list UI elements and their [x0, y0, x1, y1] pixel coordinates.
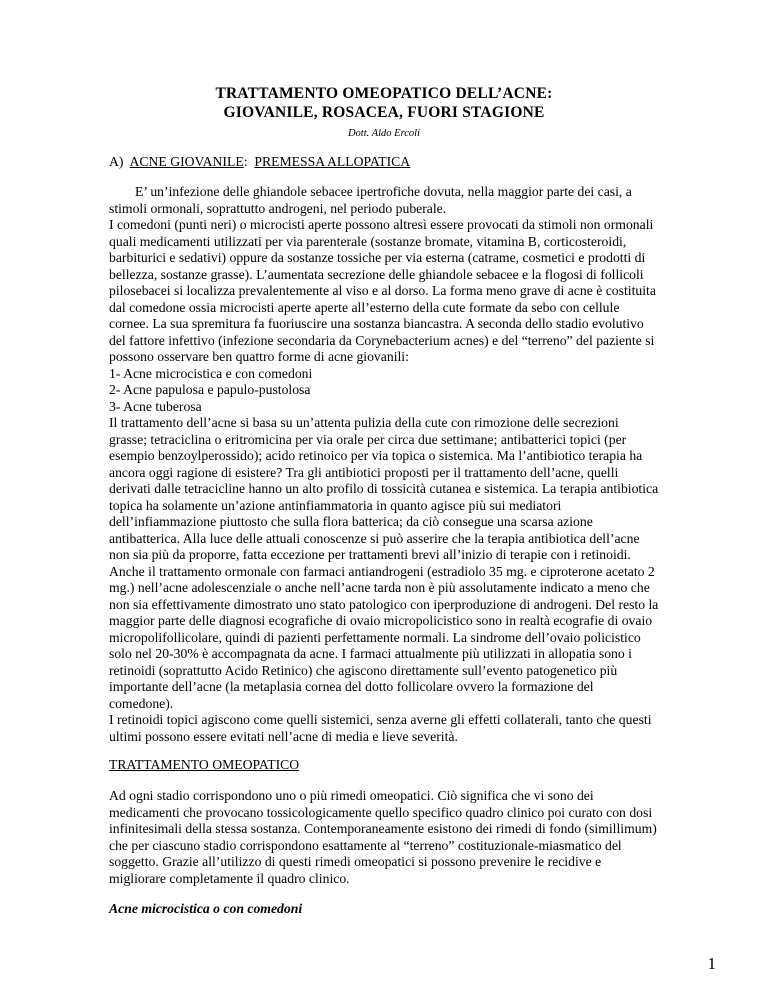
- text-line: maggior parte delle diagnosi ecografiche di ovaio micropolicistico sono in realtà ecografie di ovaio: [109, 613, 653, 628]
- text-line: cornee. La sua spremitura fa fuoriuscire una sostanza biancastra. A seconda dello stadio evolutivo: [109, 316, 644, 331]
- text-line: bellezza, sostanze grasse). L’aumentata secrezione delle ghiandole sebacee e la flogosi di follicoli: [109, 266, 644, 282]
- text-line: solo nel 20-30% è accompagnata da acne. I farmaci attualmente più utilizzati in allopatia sono i: [109, 646, 632, 661]
- text-line: non sia più da proporre, fatta eccezione per trattamenti brevi all’inizio di terapie con i retinoidi.: [109, 547, 631, 562]
- text-line: pilosebacei si localizza prevalentemente al viso e al dorso. La forma meno grave di acne è costituita: [109, 283, 656, 298]
- section-a-heading: [109, 153, 410, 171]
- text-line: Anche il trattamento ormonale con farmaci antiandrogeni (estradiolo 35 mg. e ciproterone acetato 2: [109, 563, 655, 579]
- text-line: medicamenti che provocano tossicologicamente quello specifico quadro clinico poi curato con dosi: [109, 804, 653, 820]
- text-line: soggetto. Grazie all’utilizzo di questi rimedi omeopatici si possono prevenire le recidive e: [109, 854, 602, 869]
- document-title-line-2: GIOVANILE, ROSACEA, FUORI STAGIONE: [223, 104, 545, 121]
- section-a-separator: :: [243, 154, 255, 169]
- text-line: 2- Acne papulosa e papulo-pustolosa: [109, 382, 311, 397]
- section-a-subtitle: PREMESSA ALLOPATICA: [254, 154, 411, 169]
- text-line: che per ciascuno stadio corrispondono esattamente al “terreno” costituzionale-miasmatico del: [109, 837, 622, 853]
- text-line: I comedoni (punti neri) o microcisti aperte possono altresì essere provocati da stimoli non ormonali: [109, 217, 654, 232]
- text-line: Ad ogni stadio corrispondono uno o più rimedi omeopatici. Ciò significa che vi sono dei: [109, 788, 594, 803]
- text-line: micropolifollicolare, quindi di pazienti perfettamente normali. La sindrome dell’ovaio policistico: [109, 629, 641, 645]
- text-line: retinoidi (soprattutto Acido Retinico) che agiscono direttamente sull’evento patogenetico più: [109, 662, 618, 678]
- text-line: importante dell’acne (la metaplasia cornea del dotto follicolare ovvero la formazione del: [109, 679, 594, 694]
- text-line: non sia effettivamente dimostrato uno stato patologico con iperproduzione di androgeni. Del resto la: [109, 596, 659, 612]
- author-name: Dott. Aldo Ercoli: [347, 128, 421, 139]
- text-line: infinitesimali della stessa sostanza. Contemporaneamente esistono dei rimedi di fondo (simillimum): [109, 821, 657, 836]
- text-line: quali medicamenti utilizzati per via parenterale (sostanze bromate, vitamina B, corticosteroidi,: [109, 233, 627, 249]
- section-b-heading: TRATTAMENTO OMEOPATICO: [109, 757, 300, 772]
- section-a-prefix: A): [109, 154, 130, 169]
- text-line: migliorare completamente il quadro clinico.: [109, 870, 350, 886]
- text-line: 1- Acne microcistica e con comedoni: [109, 365, 313, 381]
- acne-microcistica-subheading: Acne microcistica o con comedoni: [109, 901, 303, 916]
- text-line: topica ha solamente un’azione antinfiammatoria in quanto agisce più sui mediatori: [109, 497, 562, 513]
- text-line: dal comedone ossia microcisti aperte aperte all’esterno della cute formate da sebo con cellule: [109, 299, 620, 315]
- section-b-body: [109, 788, 667, 887]
- text-line: mg.) nell’acne adolescenziale o anche nell’acne tarda non è più assolutamente indicato a meno che: [109, 580, 650, 595]
- text-line: esempio benzoylperossido); acido retinoico per via topica o sistemica. Ma l’antibiotico terapia ha: [109, 448, 643, 463]
- text-line: Il trattamento dell’acne si basa su un’attenta pulizia della cute con rimozione delle secrezioni: [109, 415, 619, 430]
- text-line: grasse; tetraciclina o eritromicina per via orale per circa due settimane; antibatterici topici (per: [109, 431, 627, 447]
- text-line: possono osservare ben quattro forme di acne giovanili:: [109, 349, 409, 364]
- text-line: stimoli ormonali, soprattutto androgeni, nel periodo puberale.: [109, 200, 447, 216]
- text-line: 3- Acne tuberosa: [109, 398, 202, 414]
- text-line: antibatterica. Alla luce delle attuali conoscenze si può asserire che la terapia antibiotica dell’acne: [109, 530, 640, 546]
- text-line: ancora oggi ragione di esistere? Tra gli antibiotici proposti per il trattamento dell’acne, quelli: [109, 464, 619, 480]
- text-line: E’ un’infezione delle ghiandole sebacee ipertrofiche dovuta, nella maggior parte dei casi, a: [135, 184, 632, 199]
- text-line: barbiturici e sedativi) oppure da sostanze tossiche per via esterna (catrame, cosmetici e prodotti di: [109, 250, 646, 265]
- document-title-line-1: TRATTAMENTO OMEOPATICO DELL’ACNE:: [215, 85, 553, 102]
- page-number: 1: [707, 954, 716, 973]
- text-line: ultimi possono essere evitati nell’acne di media e lieve severità.: [109, 728, 458, 744]
- text-line: I retinoidi topici agiscono come quelli sistemici, senza averne gli effetti collaterali, tanto che questi: [109, 712, 652, 727]
- text-line: comedone).: [109, 695, 174, 711]
- text-line: derivati dalle tetracicline hanno un alto profilo di tossicità cutanea e sistemica. La terapia antibiotica: [109, 481, 659, 496]
- section-a-title: ACNE GIOVANILE: [129, 154, 244, 169]
- section-a-body: [109, 184, 667, 745]
- text-line: dell’infiammazione piuttosto che sulla flora batterica; da ciò consegue una scarsa azione: [109, 514, 593, 529]
- text-line: del fattore infettivo (infezione secondaria da Corynebacterium acnes) e del “terreno” del paziente si: [109, 332, 655, 348]
